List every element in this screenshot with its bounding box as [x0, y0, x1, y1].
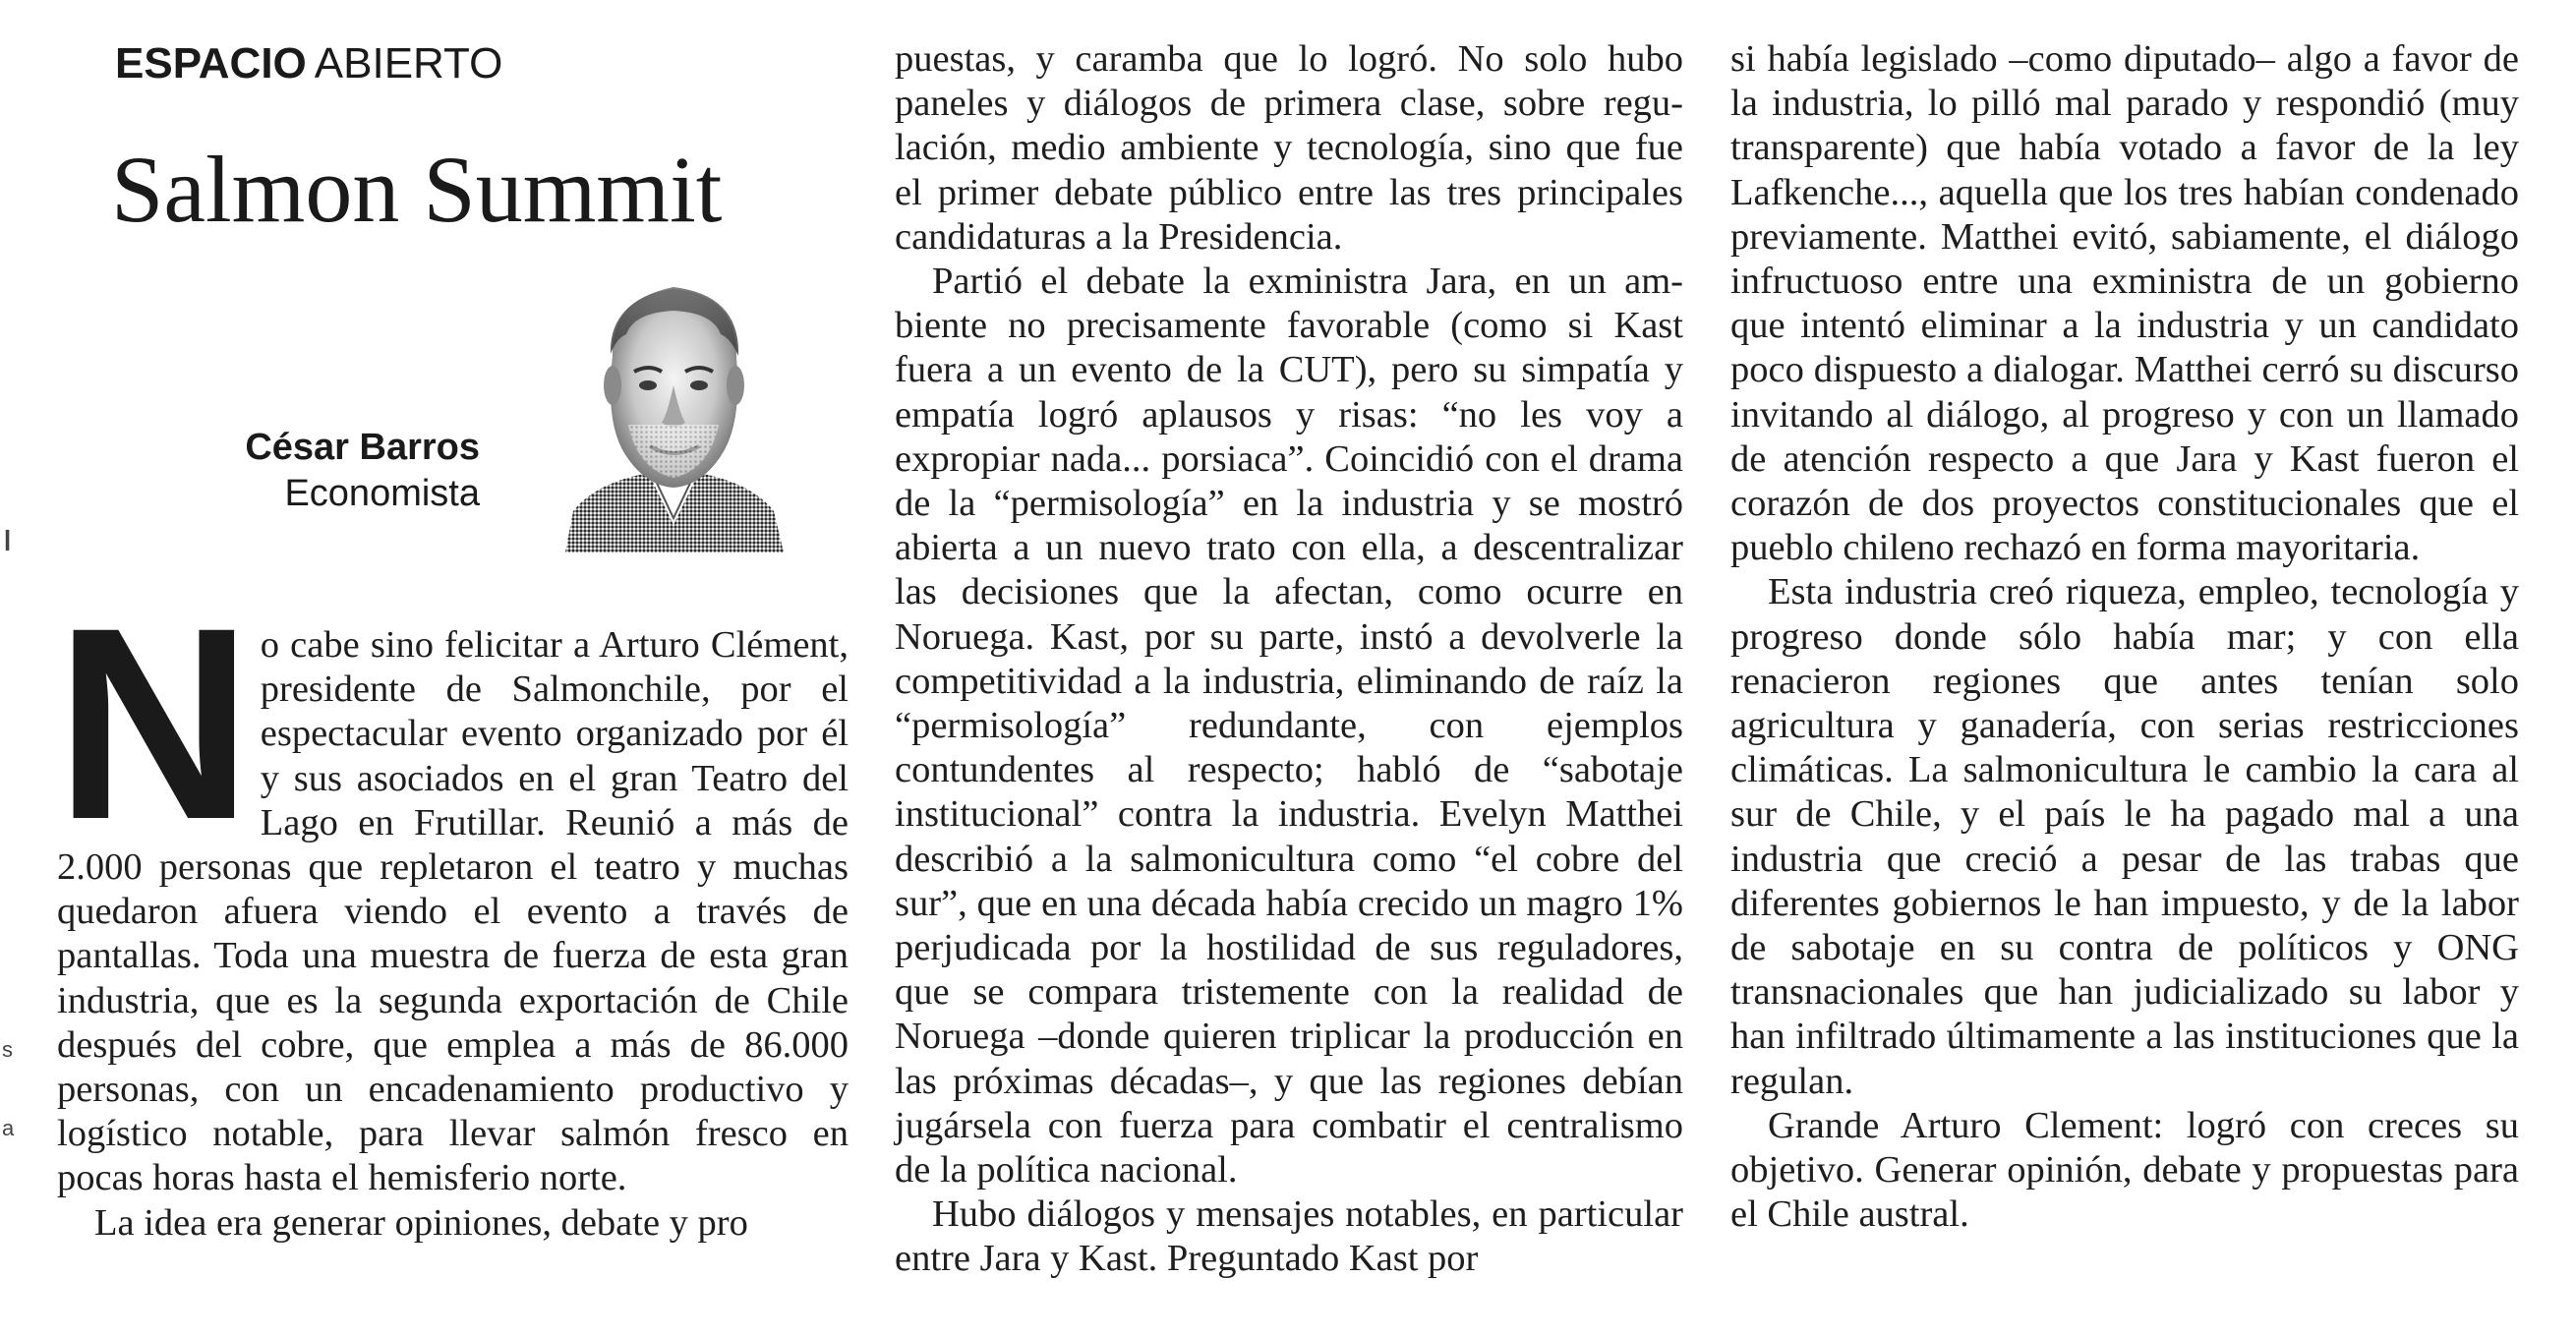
article-column-2 — [895, 37, 1683, 1282]
section-tag-light: ABIERTO — [314, 39, 503, 87]
byline — [167, 425, 480, 516]
paragraph: Partió el debate la exministra Jara, en un ambiente no precisamente favorable (como si Kast fuera a un evento de la CUT), pero su simpatía y empatía logró aplausos y risas: “no les voy a expropiar nada... porsiaca”. Coincidió con el drama de la “permisología” en la industria y se mostró abierta a un nuevo trato con ella, a descentralizar las decisiones que la afectan, como ocurre en Noruega. Kast, por su parte, instó a devolverle la competitividad a la industria, eliminando de raíz la “permisología” redundante, con ejemplos contundentes al respecto; habló de “sabotaje institucional” contra la industria. Evelyn Matthei describió a la salmonicultura como “el cobre del sur”, que en una década había crecido un magro 1% perjudicada por la hostilidad de sus reguladores, que se compara tristemente con la realidad de Noruega –donde quieren triplicar la producción en las próximas décadas–, y que las regiones debían jugársela con fuerza para combatir el centralismo de la política nacional. — [895, 261, 1683, 1192]
margin-fragment: ı — [2, 516, 14, 559]
section-tag-bold: ESPACIO — [115, 39, 307, 87]
section-tag — [115, 39, 503, 87]
author-photo-icon — [556, 277, 791, 552]
article-column-3 — [1730, 37, 2519, 1237]
paragraph: Hubo diálogos y mensajes notables, en particular entre Jara y Kast. Preguntado Kast por — [895, 1193, 1683, 1280]
paragraph: Grande Arturo Clement: logró con creces su objetivo. Generar opinión, debate y propuestas para el Chile austral. — [1730, 1104, 2519, 1236]
article-title: Salmon Summit — [111, 137, 723, 242]
paragraph-text: o cabe sino felicitar a Arturo Clément, presidente de Salmonchile, por el espectacular evento organizado por él y sus asociados en el gran Teatro del Lago en Frutillar. Reunió a más de 2.000 personas que repletaron el teatro y muchas quedaron afuera viendo el evento a través de pantallas. Toda una muestra de fuerza de esta gran industria, que es la segunda exportación de Chile después del cobre, que emplea a más de 86.000 personas, con un encadenamiento productivo y logístico notable, para llevar salmón fresco en pocas horas hasta el hemisferio norte. — [57, 624, 849, 1199]
margin-fragment: a — [2, 1116, 15, 1140]
paragraph: puestas, y caramba que lo logró. No solo hubo paneles y diálogos de primera clase, sobre regulación, medio ambiente y tecnología, sino que fue el primer debate público entre las tres principales candidaturas a la Presidencia. — [895, 38, 1683, 258]
author-name: César Barros — [245, 427, 480, 468]
margin-fragment: s — [2, 1037, 13, 1062]
paragraph: La idea era generar opiniones, debate y pro — [94, 1201, 748, 1244]
paragraph — [55, 570, 849, 1201]
paragraph: si había legislado –como diputado– algo a favor de la industria, lo pilló mal parado y respondió (muy transparente) que había votado a favor de la ley Lafkenche..., aquella que los tres habían condenado previamente. Matthei evitó, sabiamente, el diálogo infructuoso entre una exministra de un gobierno que intentó eliminar a la industria y un candidato poco dispuesto a dialogar. Matthei cerró su discurso invitando al diálogo, al progreso y con un llamado de atención respecto a que Jara y Kast fueron el corazón de dos proyectos constitucionales que el pueblo chileno rechazó en forma mayoritaria. — [1730, 38, 2519, 569]
dropcap: N — [55, 570, 249, 876]
author-role: Economista — [284, 472, 480, 514]
article-column-1 — [55, 570, 849, 1246]
paragraph: Esta industria creó riqueza, empleo, tecnología y progreso donde sólo había mar; y con ella renacieron regiones que antes tenían solo agricultura y ganadería, con serias restricciones climáticas. La salmonicultura le cambio la cara al sur de Chile, y el país le ha pagado mal a una industria que creció a pesar de las trabas que diferentes gobiernos le han impuesto, y de la labor de sabotaje en su contra de políticos y ONG transnacionales que han judicializado su labor y han infiltrado últimamente a las instituciones que la regulan. — [1730, 571, 2519, 1102]
